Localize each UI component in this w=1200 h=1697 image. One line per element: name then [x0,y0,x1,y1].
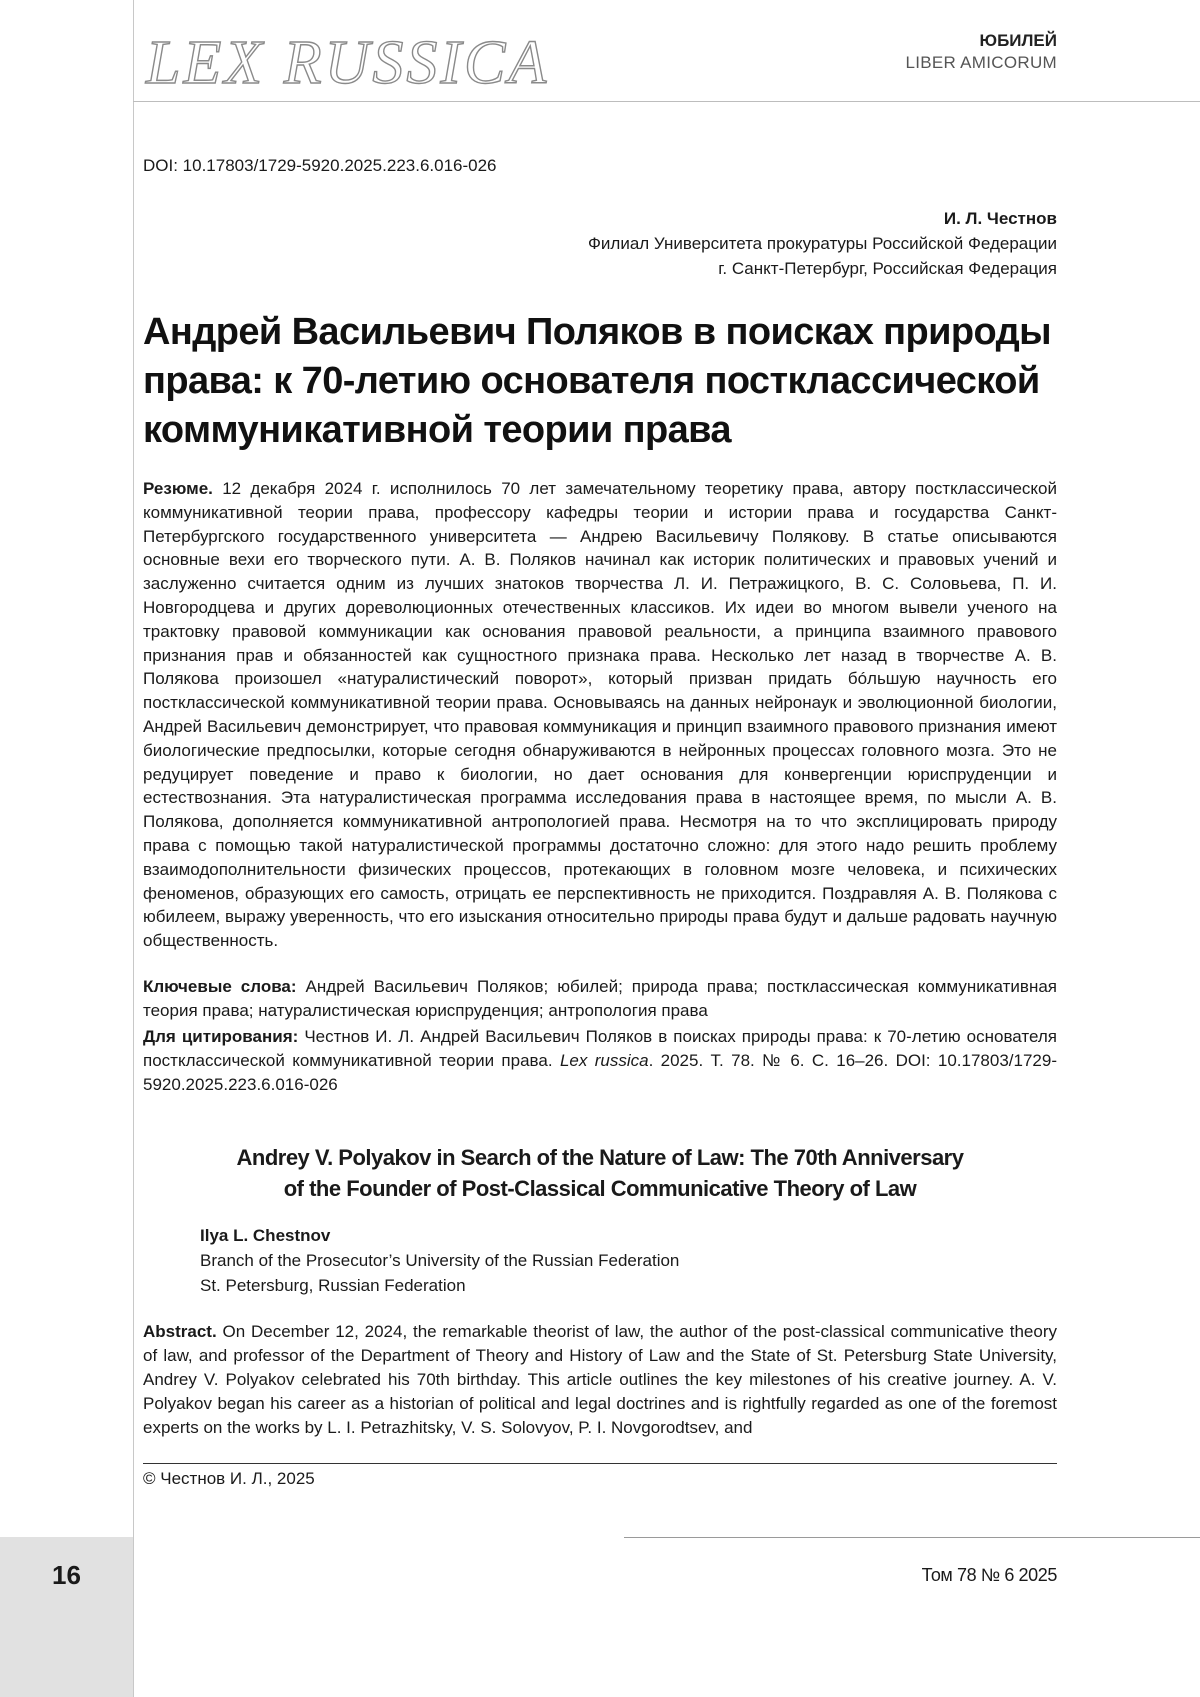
article-title-en [143,1142,1057,1204]
keywords-ru [143,975,1057,1023]
left-margin-gutter [0,0,134,1697]
citation-journal: Lex russica [559,1050,649,1070]
abstract-text-en: On December 12, 2024, the remarkable theorist of law, the author of the post-classical communicative theory of law, and professor of the Department of Theory and History of Law and the State of St. Petersburg State University, Andrey V. Polyakov celebrated his 70th birthday. This article outlines the key milestones of his creative journey. A. V. Polyakov began his career as a historian of political and legal doctrines and is rightfully regarded as one of the foremost experts on the works by L. I. Petrazhitsky, V. S. Solovyov, P. I. Novgorodtsev, and [143,1322,1057,1437]
doi: DOI: 10.17803/1729-5920.2025.223.6.016-026 [143,156,497,175]
abstract-text-ru: 12 декабря 2024 г. исполнилось 70 лет замечательному теоретику права, автору постклассической коммуникативной теории права, профессору кафедры теории и истории права и государства Санкт-Петербургского государственного университета — Андрею Васильевичу Полякову. В статье описываются основные вехи его творческого пути. А. В. Поляков начинал как историк политических и правовых учений и заслуженно считается одним из лучших знатоков творчества Л. И. Петражицкого, В. С. Соловьева, П. И. Новгородцева и других дореволюционных отечественных классиков. Их идеи во многом вывели ученого на трактовку правовой коммуникации как основания правовой реальности, а принципа взаимного правового признания прав и обязанностей как сущностного признака права. Несколько лет назад в творчестве А. В. Полякова произошел «натуралистический поворот», который призван придать бóльшую научность его постклассической коммуникативной теории права. Основываясь на данных нейронаук и эволюционной биологии, Андрей Васильевич демонстрирует, что правовая коммуникация и принцип взаимного правового признания имеют биологические предпосылки, которые сегодня обнаруживаются в нейронных процессах головного мозга. Это не редуцирует поведение и право к биологии, но дает основания для конвергенции юриспруденции и естествознания. Эта натуралистическая программа исследования права в настоящее время, по мысли А. В. Полякова, дополняется коммуникативной антропологией права. Несмотря на то что эксплицировать природу права с помощью такой натуралистической программы достаточно сложно: для этого надо решить проблему взаимодополнительности физических процессов, протекающих в головном мозге человека, и психических феноменов, образующих его самость, отрицать ее перспективность не приходится. Поздравляя А. В. Полякова с юбилеем, выражу уверенность, что его изыскания относительно природы права будут и дальше радовать научную общественность. [143,479,1057,951]
section-header [905,30,1057,74]
author-affiliation-ru: Филиал Университета прокуратуры Российской Федерации [588,234,1057,253]
footer-divider [624,1537,1200,1538]
author-city-ru: г. Санкт-Петербург, Российская Федерация [718,259,1057,278]
citation-details: . 2025. Т. 78. № 6. С. 16–26. DOI: 10.17803/1729-5920.2025.223.6.016-026 [143,1050,1057,1094]
abstract-ru [143,477,1057,953]
copyright: © Честнов И. Л., 2025 [143,1469,315,1488]
citation-label-ru: Для цитирования: [143,1027,299,1046]
section-label-latin: LIBER AMICORUM [905,53,1057,72]
page-number: 16 [52,1560,81,1590]
author-block-ru [143,206,1057,281]
keywords-label-ru: Ключевые слова: [143,977,297,996]
citation-ru [143,1025,1057,1096]
abstract-en [143,1320,1057,1440]
article-title-ru: Андрей Васильевич Поляков в поисках природы права: к 70-летию основателя постклассической коммуникативной теории права [143,311,1052,451]
article-title-en-line1: Andrey V. Polyakov in Search of the Nature of Law: The 70th Anniversary [236,1145,964,1170]
author-name-ru: И. Л. Честнов [943,209,1057,228]
abstract-label-en: Abstract. [143,1322,217,1341]
author-city-en: St. Petersburg, Russian Federation [200,1276,466,1295]
author-affiliation-en: Branch of the Prosecutor’s University of the Russian Federation [200,1251,680,1270]
keywords-text-ru: Андрей Васильевич Поляков; юбилей; природа права; постклассическая коммуникативная теория права; натуралистическая юриспруденция; антропология права [143,977,1057,1020]
copyright-divider [143,1463,1057,1464]
header-divider [133,101,1200,102]
author-block-en [200,1223,679,1298]
issue-info: Том 78 № 6 2025 [921,1565,1057,1585]
citation-text-ru: Честнов И. Л. Андрей Васильевич Поляков в поисках природы права: к 70-летию основателя постклассической коммуникативной теории права. [143,1027,1057,1070]
author-name-en: Ilya L. Chestnov [200,1226,331,1245]
journal-logo: LEX RUSSICA [146,29,550,97]
article-title-en-line2: of the Founder of Post-Classical Communicative Theory of Law [283,1176,917,1201]
section-label-ru: ЮБИЛЕЙ [979,31,1057,50]
abstract-label-ru: Резюме. [143,479,213,498]
